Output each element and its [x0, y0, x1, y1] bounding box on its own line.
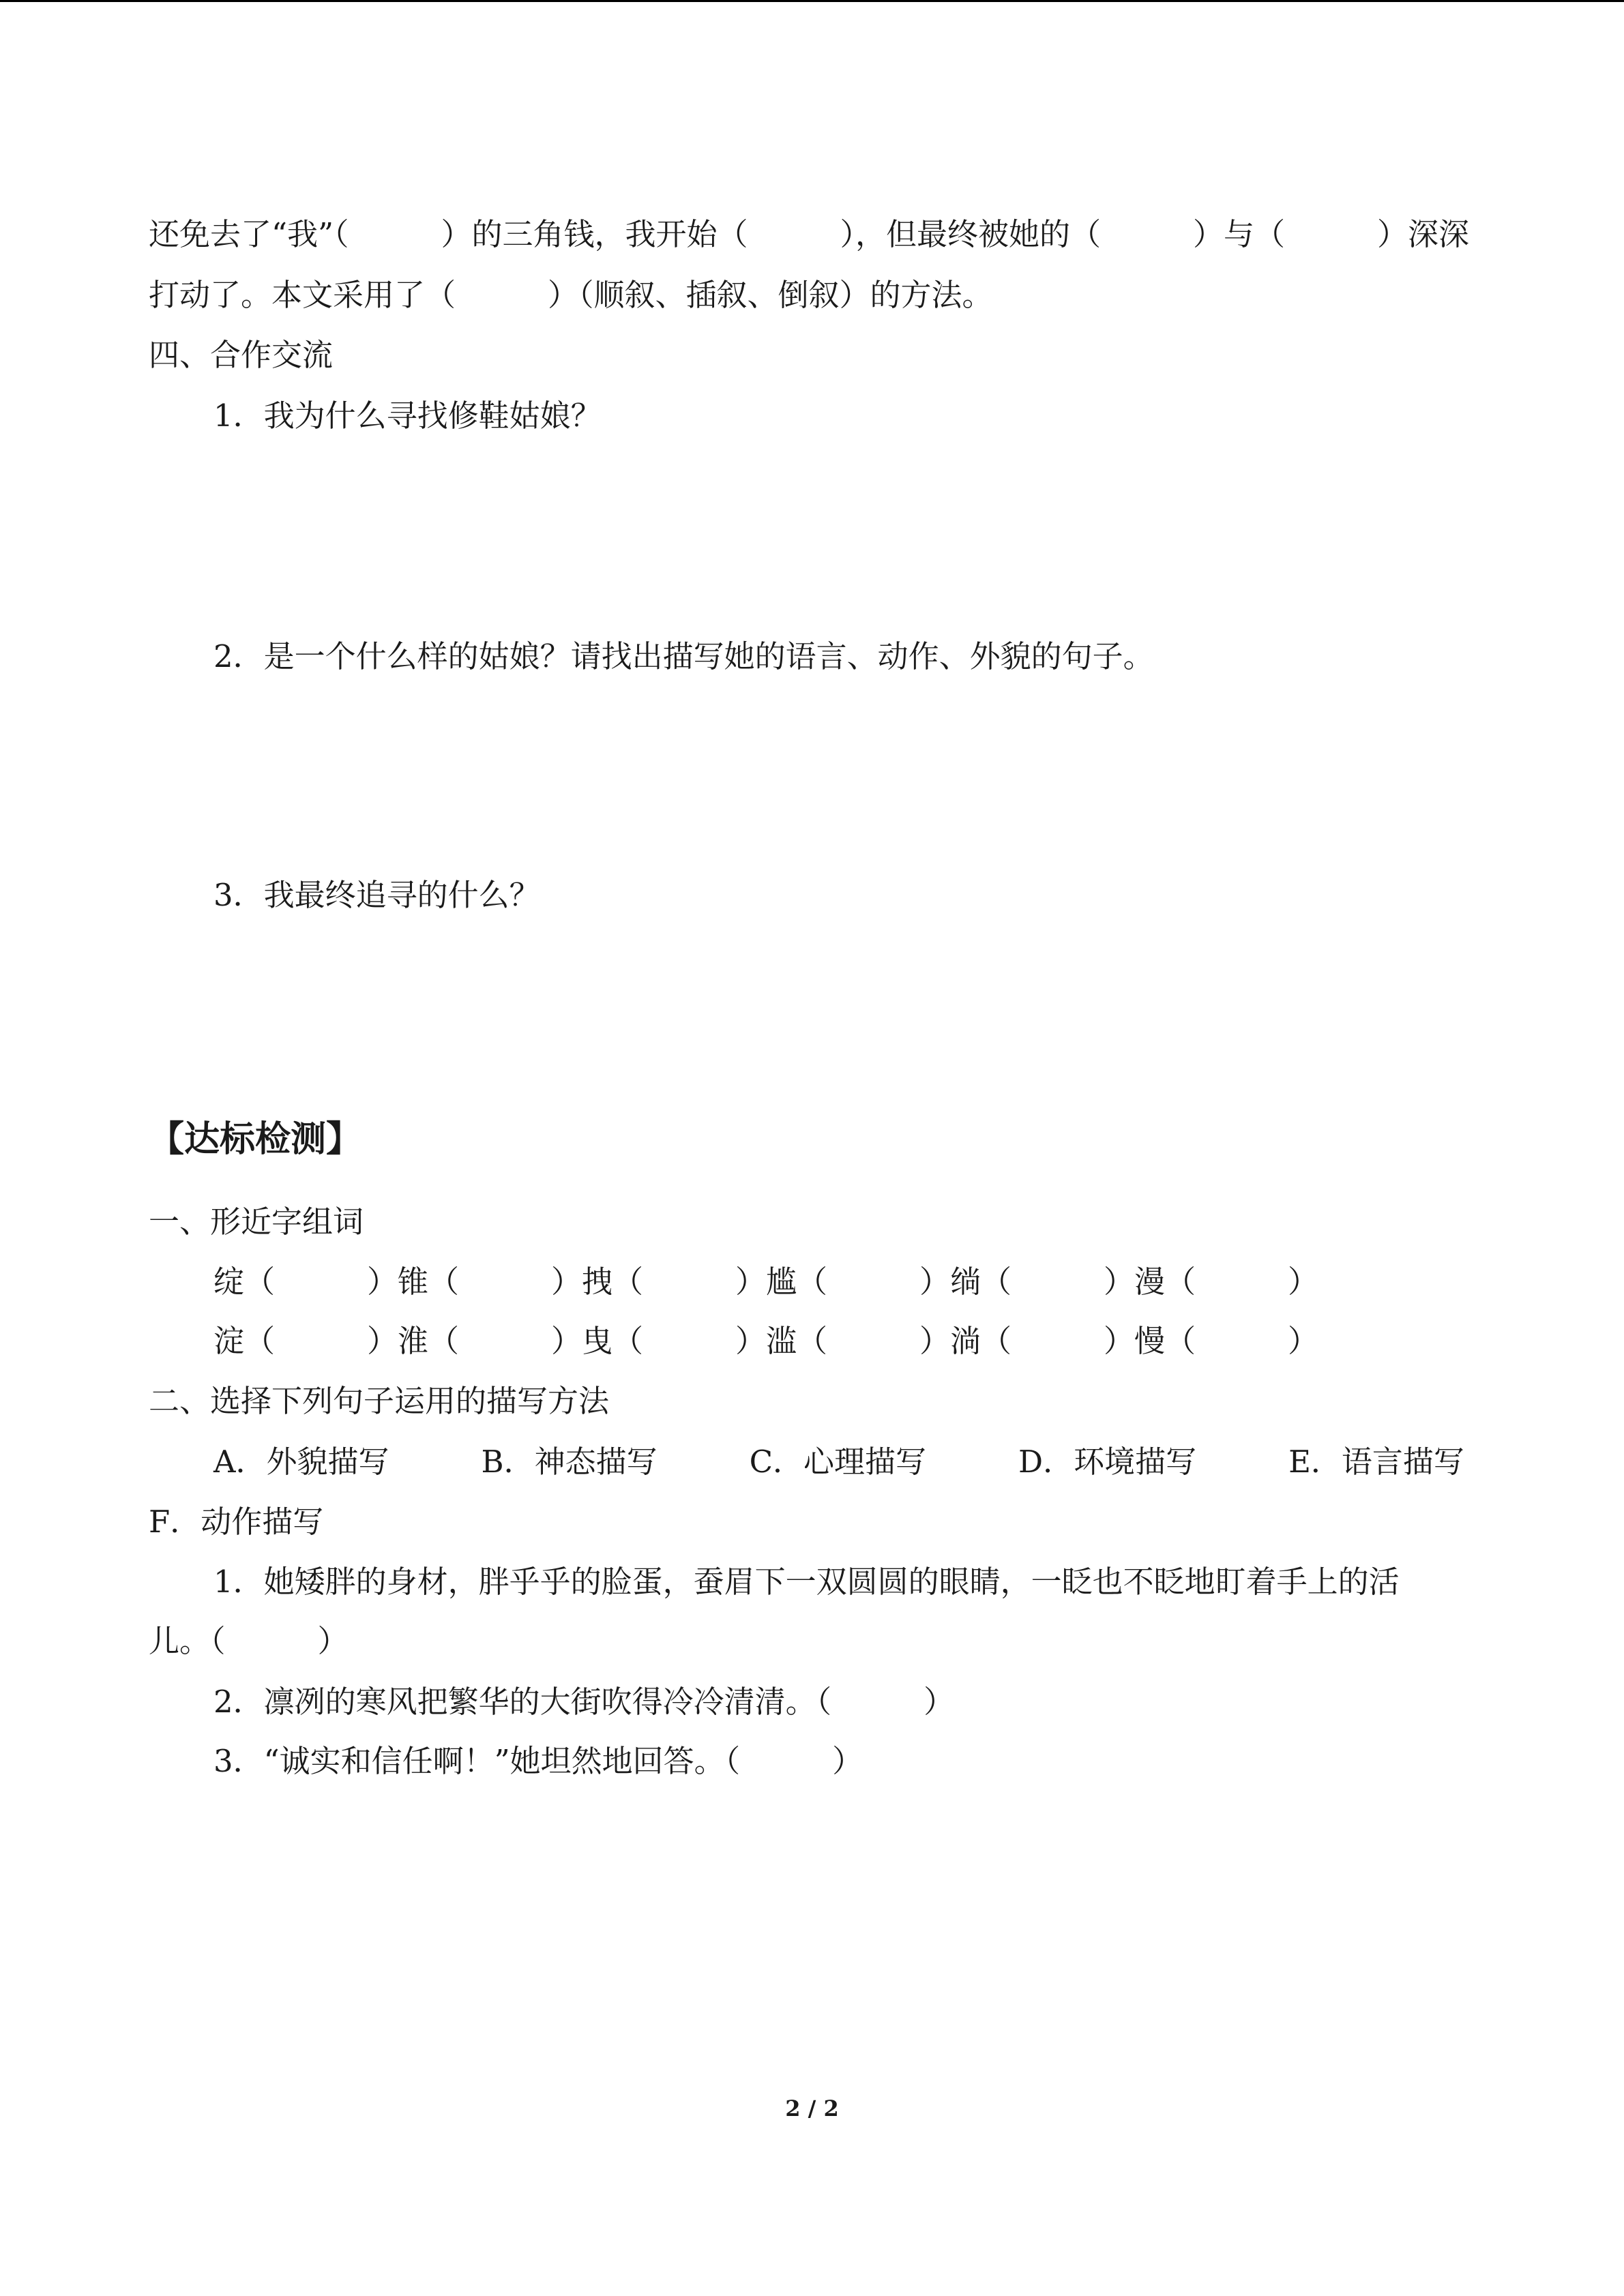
sentence-1-continued: 儿。（ ） — [149, 1623, 349, 1659]
paragraph-line-1: 还免去了“我”（ ）的三角钱，我开始（ ），但最终被她的（ ）与（ ）深深 — [149, 216, 1470, 252]
sentence-1: 1．她矮胖的身材，胖乎乎的脸蛋，蚕眉下一双圆圆的眼睛，一眨也不眨地盯着手上的活 — [213, 1564, 1400, 1600]
word-group-row-1: 绽（ ）锥（ ）拽（ ）尴（ ）绱（ ）漫（ ） — [213, 1264, 1319, 1300]
sentence-3: 3．“诚实和信任啊！”她坦然地回答。（ ） — [213, 1743, 863, 1779]
word-group-row-2: 淀（ ）淮（ ）曳（ ）滥（ ）淌（ ）慢（ ） — [213, 1323, 1319, 1359]
page-number: 2 / 2 — [785, 2096, 839, 2121]
options-row-continued: F．动作描写 — [149, 1504, 324, 1540]
paragraph-line-2: 打动了。本文采用了（ ）（顺叙、插叙、倒叙）的方法。 — [149, 277, 993, 313]
exercise-heading-2: 二、选择下列句子运用的描写方法 — [149, 1383, 610, 1419]
section-heading-cooperation: 四、合作交流 — [149, 337, 334, 373]
options-row: A．外貌描写 B．神态描写 C．心理描写 D．环境描写 E．语言描写 — [213, 1444, 1464, 1480]
section-title-assessment: 【达标检测】 — [149, 1119, 362, 1160]
question-2: 2．是一个什么样的姑娘？请找出描写她的语言、动作、外貌的句子。 — [213, 638, 1154, 674]
question-1: 1．我为什么寻找修鞋姑娘？ — [213, 398, 602, 434]
sentence-2: 2．凛冽的寒风把繁华的大街吹得冷冷清清。（ ） — [213, 1684, 955, 1720]
question-3: 3．我最终追寻的什么？ — [213, 877, 540, 913]
exercise-heading-1: 一、形近字组词 — [149, 1204, 364, 1240]
top-border-line — [0, 0, 1624, 2]
